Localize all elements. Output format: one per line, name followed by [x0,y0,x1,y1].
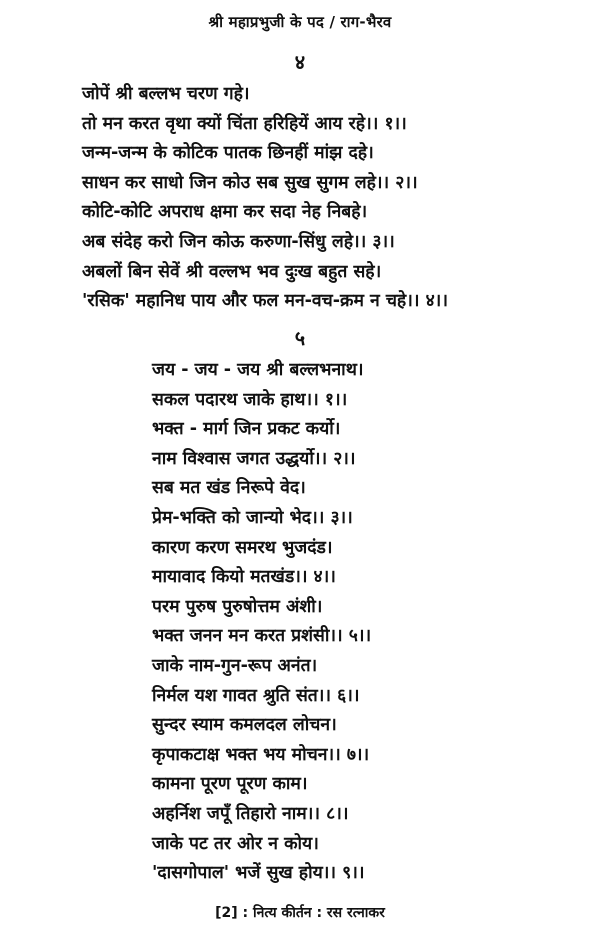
verse-line: सुन्दर स्याम कमलदल लोचन। [152,715,337,736]
verse-line: कामना पूरण पूरण काम। [152,774,308,795]
pad-5-verses [152,356,572,889]
verse-line: नाम विश्वास जगत उद्धर्यो।। २।। [152,448,356,469]
verse-line: 'रसिक' महानिध पाय और फल मन-वच-क्रम न चहे।। ४।। [82,291,448,312]
section-number-4: ४ [294,50,306,74]
verse-line: भक्त - मार्ग जिन प्रकट कर्यो। [152,419,341,440]
verse-line: जोपें श्री बल्लभ चरण गहे। [82,84,250,104]
verse-line: जाके पट तर ओर न कोय। [152,833,319,854]
verse-line: मायावाद कियो मतखंड।। ४।। [152,567,336,588]
verse-line: अब संदेह करो जिन कोऊ करुणा-सिंधु लहे।। ३।। [82,231,395,252]
verse-line: तो मन करत वृथा क्यों चिंता हरिहियें आय रहे।। १।। [82,113,407,134]
section-number-5: ५ [294,326,306,350]
verse-line: निर्मल यश गावत श्रुति संत।। ६।। [152,685,360,706]
verse-line: 'दासगोपाल' भजें सुख होय।। ९।। [152,863,365,884]
verse-line: जाके नाम-गुन-रूप अनंत। [152,655,318,676]
verse-line: जय - जय - जय श्री बल्लभनाथ। [152,360,364,380]
pad-4-verses [82,80,592,317]
page-footer: [2] : नित्य कीर्तन : रस रत्नाकर [215,905,385,921]
verse-line: कारण करण समरथ भुजदंड। [152,537,333,558]
verse-line: प्रेम-भक्ति को जान्यो भेद।। ३।। [152,507,353,528]
verse-line: अबलों बिन सेवें श्री वल्लभ भव दुःख बहुत सहे। [82,261,382,282]
verse-line: कोटि-कोटि अपराध क्षमा कर सदा नेह निबहे। [82,202,368,223]
verse-line: भक्त जनन मन करत प्रशंसी।। ५।। [152,626,372,647]
verse-line: कृपाकटाक्ष भक्त भय मोचन।। ७।। [152,744,370,765]
verse-line: सब मत खंड निरूपे वेद। [152,478,306,499]
page-header: श्री महाप्रभुजी के पद / राग-भैरव [208,13,392,31]
verse-line: परम पुरुष पुरुषोत्तम अंशी। [152,596,323,617]
verse-line: सकल पदारथ जाके हाथ।। १।। [152,389,348,410]
verse-line: जन्म-जन्म के कोटिक पातक छिनहीं मांझ दहे। [82,143,374,164]
verse-line: अहर्निश जपूँ तिहारो नाम।। ८।। [152,803,349,824]
verse-line: साधन कर साधो जिन कोउ सब सुख सुगम लहे।। २।। [82,172,418,193]
